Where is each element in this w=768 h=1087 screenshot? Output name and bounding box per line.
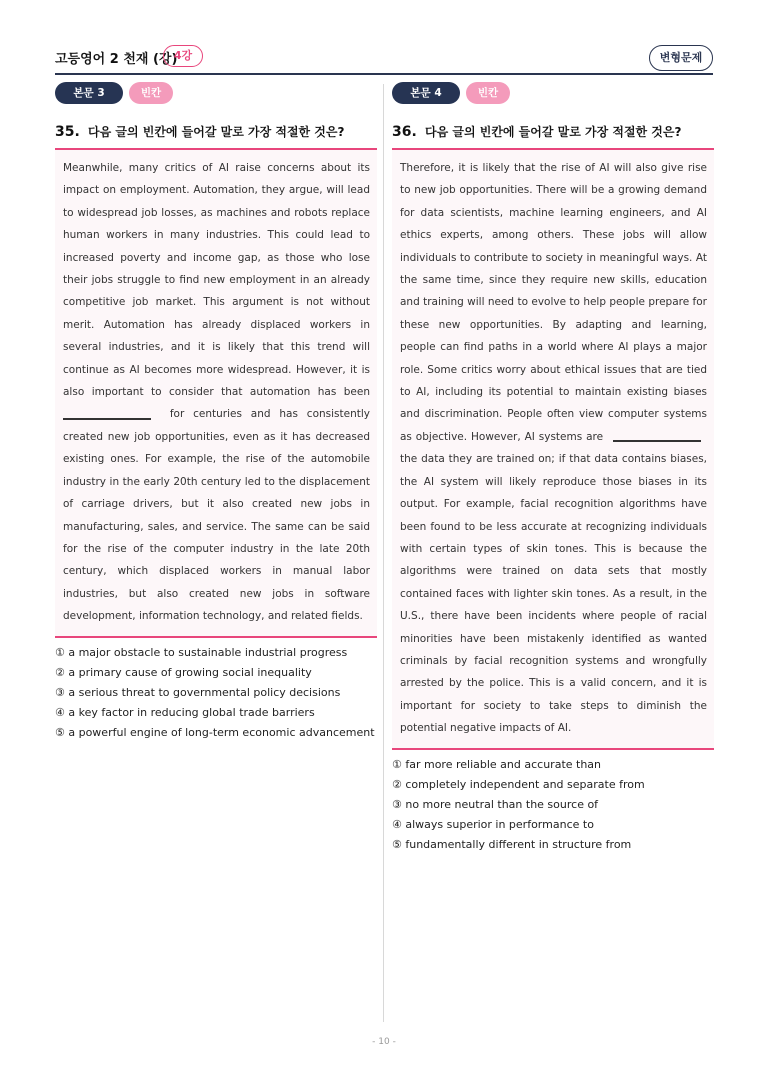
- answer-blank: [63, 409, 151, 420]
- passage-part-after: for centuries and has consistently created new job opportunities, even as it has decreased existing ones. For example, the rise of the automobile industry in the early 20th century led to the displacement of carriage drivers, but it also created new jobs in manufacturing, sales, and service. The same can be said for the rise of the computer industry in the late 20th century, which displaced workers in manual labor industries, but also created new jobs in software development, information technology, and related fields.: [63, 408, 370, 623]
- lesson-badge: 4강: [163, 45, 203, 67]
- choice-3: ③ no more neutral than the source of: [392, 797, 599, 811]
- question-type-tag: 빈칸: [466, 82, 510, 104]
- choice-2: ② completely independent and separate from: [392, 777, 645, 791]
- header-divider: [55, 73, 713, 75]
- answer-choices: [55, 643, 377, 743]
- passage-box: [55, 148, 377, 638]
- passage-part-after: the data they are trained on; if that data contains biases, the AI system will likely reproduce those biases in its output. For example, facial recognition algorithms have been found to be less accurate at recognizing individuals with certain types of skin tones. This is because the algorithms were trained on data sets that mostly contained faces with lighter skin tones. As a result, in the U.S., there have been incidents where people of racial minorities have been mistakenly identified as wanted criminals by facial recognition systems and wrongfully arrested by the police. This is a valid concern, and it is important for society to take steps to diminish the potential negative impacts of AI.: [400, 453, 707, 735]
- choice-1: ① a major obstacle to sustainable industrial progress: [55, 645, 348, 659]
- page-header: [55, 45, 713, 73]
- answer-blank: [613, 431, 701, 442]
- choice-2: ② a primary cause of growing social inequality: [55, 665, 312, 679]
- question-tags: [55, 82, 377, 104]
- question-35: [55, 82, 377, 743]
- passage-part-before: Therefore, it is likely that the rise of AI will also give rise to new job opportunities. There will be a growing demand for data scientists, machine learning engineers, and AI ethics experts, among others. These jobs will allow individuals to contribute to society in meaningful ways. At the same time, since they require new skills, education and training will need to evolve to help people prepare for these new opportunities. By adapting and learning, people can find paths in a world where AI plays a major role. Some critics worry about ethical issues that are tied to AI, including its potential to maintain existing biases and discrimination. People often view computer systems as objective. However, AI systems are: [400, 162, 707, 443]
- choice-1: ① far more reliable and accurate than: [392, 757, 602, 771]
- answer-choices: [392, 755, 714, 855]
- question-36: [392, 82, 714, 855]
- choice-5: ⑤ fundamentally different in structure from: [392, 837, 632, 851]
- question-number: 35.: [55, 124, 80, 140]
- section-tag: 본문 3: [55, 82, 123, 104]
- question-type-tag: 빈칸: [129, 82, 173, 104]
- choice-5: ⑤ a powerful engine of long-term economic advancement: [55, 725, 375, 739]
- question-tags: [392, 82, 714, 104]
- question-title: [392, 123, 714, 143]
- passage-part-before: Meanwhile, many critics of AI raise concerns about its impact on employment. Automation, they argue, will lead to widespread job losses, as machines and robots replace human workers in many industries. This could lead to increased poverty and income gap, as those who lose their jobs struggle to find new employment in an already competitive job market. This argument is not without merit. Automation has already displaced workers in several industries, and it is likely that this trend will continue as AI becomes more widespread. However, it is also important to consider that automation has been: [63, 162, 370, 399]
- workbook-title: 고등영어 2 천재 (강): [55, 52, 178, 67]
- question-title: [55, 123, 377, 143]
- question-prompt: 다음 글의 빈칸에 들어갈 말로 가장 적절한 것은?: [425, 125, 682, 139]
- column-divider: [383, 84, 384, 1022]
- section-tag: 본문 4: [392, 82, 460, 104]
- passage-text: [400, 157, 707, 740]
- choice-4: ④ always superior in performance to: [392, 817, 594, 831]
- choice-4: ④ a key factor in reducing global trade barriers: [55, 705, 315, 719]
- question-number: 36.: [392, 124, 417, 140]
- passage-box: [392, 148, 714, 750]
- question-prompt: 다음 글의 빈칸에 들어갈 말로 가장 적절한 것은?: [88, 125, 345, 139]
- problem-type-badge: 변형문제: [649, 45, 713, 71]
- choice-3: ③ a serious threat to governmental policy decisions: [55, 685, 341, 699]
- passage-text: [63, 157, 370, 628]
- page-number: - 10 -: [372, 1037, 396, 1047]
